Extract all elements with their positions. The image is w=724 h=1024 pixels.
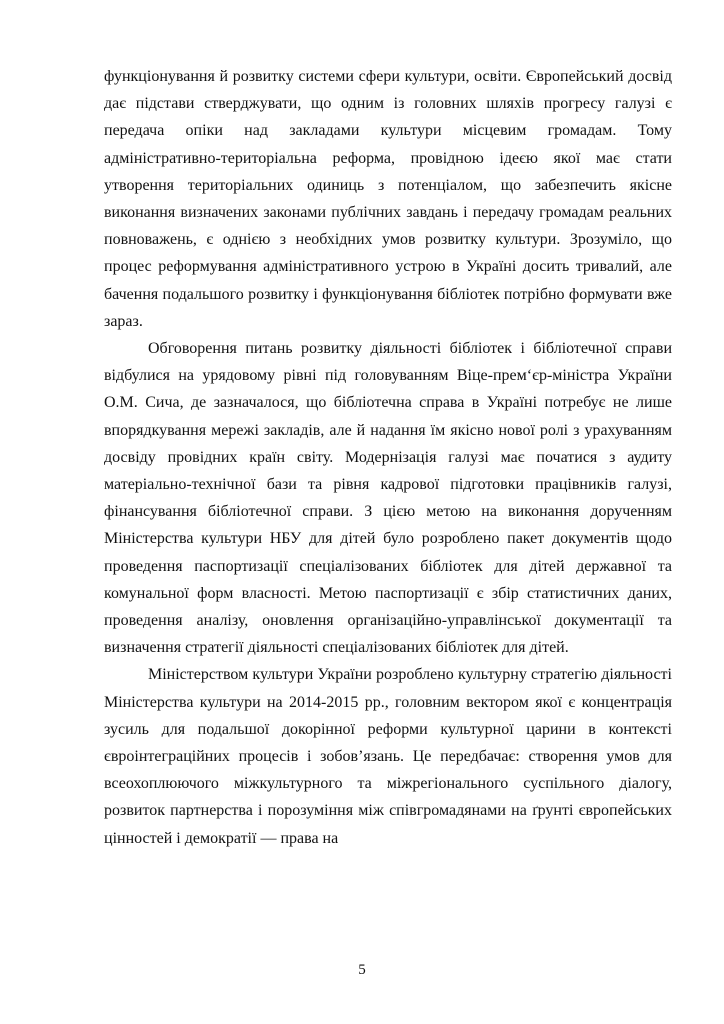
- paragraph: Обговорення питань розвитку діяльності бібліотек і бібліотечної справи відбулися на урядовому рівні під головуванням Віце-прем‘єр-міністра України О.М. Сича, де зазначалося, що бібліотечна справа в Україні потребує не лише впорядкування мережі закладів, але й надання їм якісно нової ролі з урахуванням досвіду провідних країн світу. Модернізація галузі має початися з аудиту матеріально-технічної бази та рівня кадрової підготовки працівників галузі, фінансування бібліотечної справи. З цією метою на виконання дорученням Міністерства культури НБУ для дітей було розроблено пакет документів щодо проведення паспортизації спеціалізованих бібліотек для дітей державної та комунальної форм власності. Метою паспортизації є збір статистичних даних, проведення аналізу, оновлення організаційно-управлінської документації та визначення стратегії діяльності спеціалізованих бібліотек для дітей.: [104, 340, 672, 657]
- paragraph: Міністерством культури України розроблено культурну стратегію діяльності Міністерства культури на 2014-2015 рр., головним вектором якої є концентрація зусиль для подальшої докорінної реформи культурної царини в контексті євроінтеграційних процесів і зобов’язань. Це передбачає: створення умов для всеохоплюючого міжкультурного та міжрегіонального суспільного діалогу, розвиток партнерства і порозуміння між співгромадянами на ґрунті європейських цінностей і демократії — права на: [104, 666, 672, 847]
- paragraph-continued: функціонування й розвитку системи сфери культури, освіти. Європейський досвід дає підстави стверджувати, що одним із головних шляхів прогресу галузі є передача опіки над закладами культури місцевим громадам. Тому адміністративно-територіальна реформа, провідною ідеєю якої має стати утворення територіальних одиниць з потенціалом, що забезпечить якісне виконання визначених законами публічних завдань і передачу громадам реальних повноважень, є однією з необхідних умов розвитку культури. Зрозуміло, що процес реформування адміністративного устрою в Україні досить тривалий, але бачення подальшого розвитку і функціонування бібліотек потрібно формувати вже зараз.: [104, 68, 672, 330]
- page-number: 5: [358, 962, 366, 978]
- body-text: [104, 63, 672, 852]
